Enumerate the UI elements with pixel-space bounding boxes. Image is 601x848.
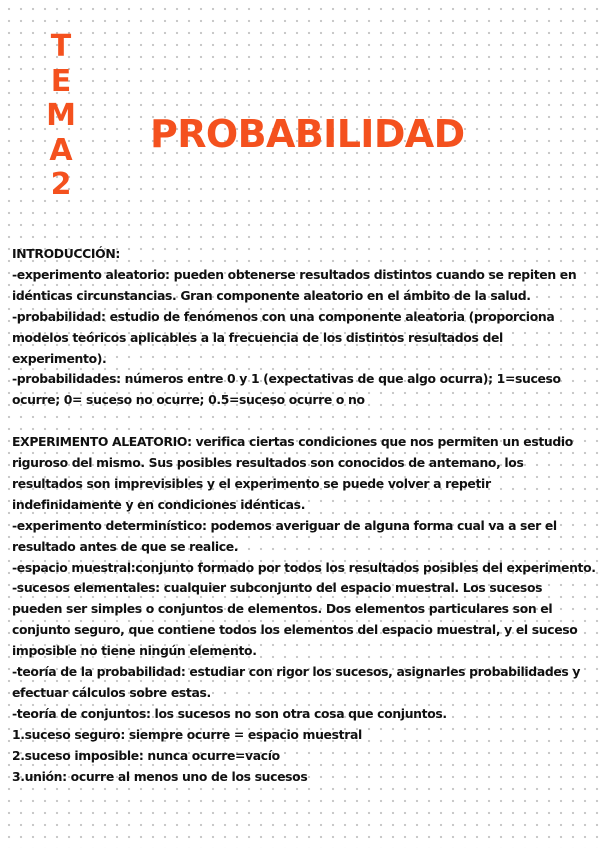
experiment-paragraph: -experimento determinístico: podemos averiguar de alguna forma cual va a ser el resultado antes de que se realice. <box>12 517 557 554</box>
experiment-paragraph: -teoría de la probabilidad: estudiar con rigor los sucesos, asignarles probabilidades y efectuar cálculos sobre estas. <box>12 664 581 701</box>
vertical-title-letter: T <box>50 29 72 64</box>
vertical-title-letter: M <box>46 98 76 133</box>
intro-heading: INTRODUCCIÓN: <box>12 246 120 261</box>
intro-paragraph: -probabilidades: números entre 0 y 1 (expectativas de que algo ocurra); 1=suceso ocurre; 0= suceso no ocurre; 0.5=suceso ocurre o no <box>12 371 561 408</box>
list-item: 2.suceso imposible: nunca ocurre=vacío <box>12 747 280 763</box>
paragraph-gap <box>12 411 596 432</box>
list-item: 3.unión: ocurre al menos uno de los sucesos <box>12 768 308 784</box>
vertical-title <box>46 30 76 203</box>
experiment-paragraph: -sucesos elementales: cualquier subconjunto del espacio muestral. Los sucesos pueden ser simples o conjuntos de elementos. Dos elementos particulares son el conjunto seguro, que contiene todos los elementos del espacio muestral, y el suceso imposible no tiene ningún elemento. <box>12 580 578 659</box>
experiment-paragraph: EXPERIMENTO ALEATORIO: verifica ciertas condiciones que nos permiten un estudio riguroso del mismo. Sus posibles resultados son conocidos de antemano, los resultados son imprevisibles y el experimento se puede volver a repetir indefinidamente y en condiciones idénticas. <box>12 434 573 512</box>
experiment-paragraph: -espacio muestral:conjunto formado por todos los resultados posibles del experimento. <box>12 559 596 575</box>
intro-paragraph: -probabilidad: estudio de fenómenos con una componente aleatoria (proporciona modelos teóricos aplicables a la frecuencia de los distintos resultados del experimento). <box>12 308 555 366</box>
notes-body <box>12 244 596 788</box>
list-item: 1.suceso seguro: siempre ocurre = espacio muestral <box>12 726 362 742</box>
experiment-paragraph: -teoría de conjuntos: los sucesos no son otra cosa que conjuntos. <box>12 705 447 721</box>
intro-paragraph: -experimento aleatorio: pueden obtenerse resultados distintos cuando se repiten en idénticas circunstancias. Gran componente aleatorio en el ámbito de la salud. <box>12 266 577 303</box>
vertical-title-letter: 2 <box>50 167 72 202</box>
vertical-title-letter: E <box>50 63 72 99</box>
vertical-title-letter: A <box>49 132 73 168</box>
page-title: PROBABILIDAD <box>150 112 465 156</box>
